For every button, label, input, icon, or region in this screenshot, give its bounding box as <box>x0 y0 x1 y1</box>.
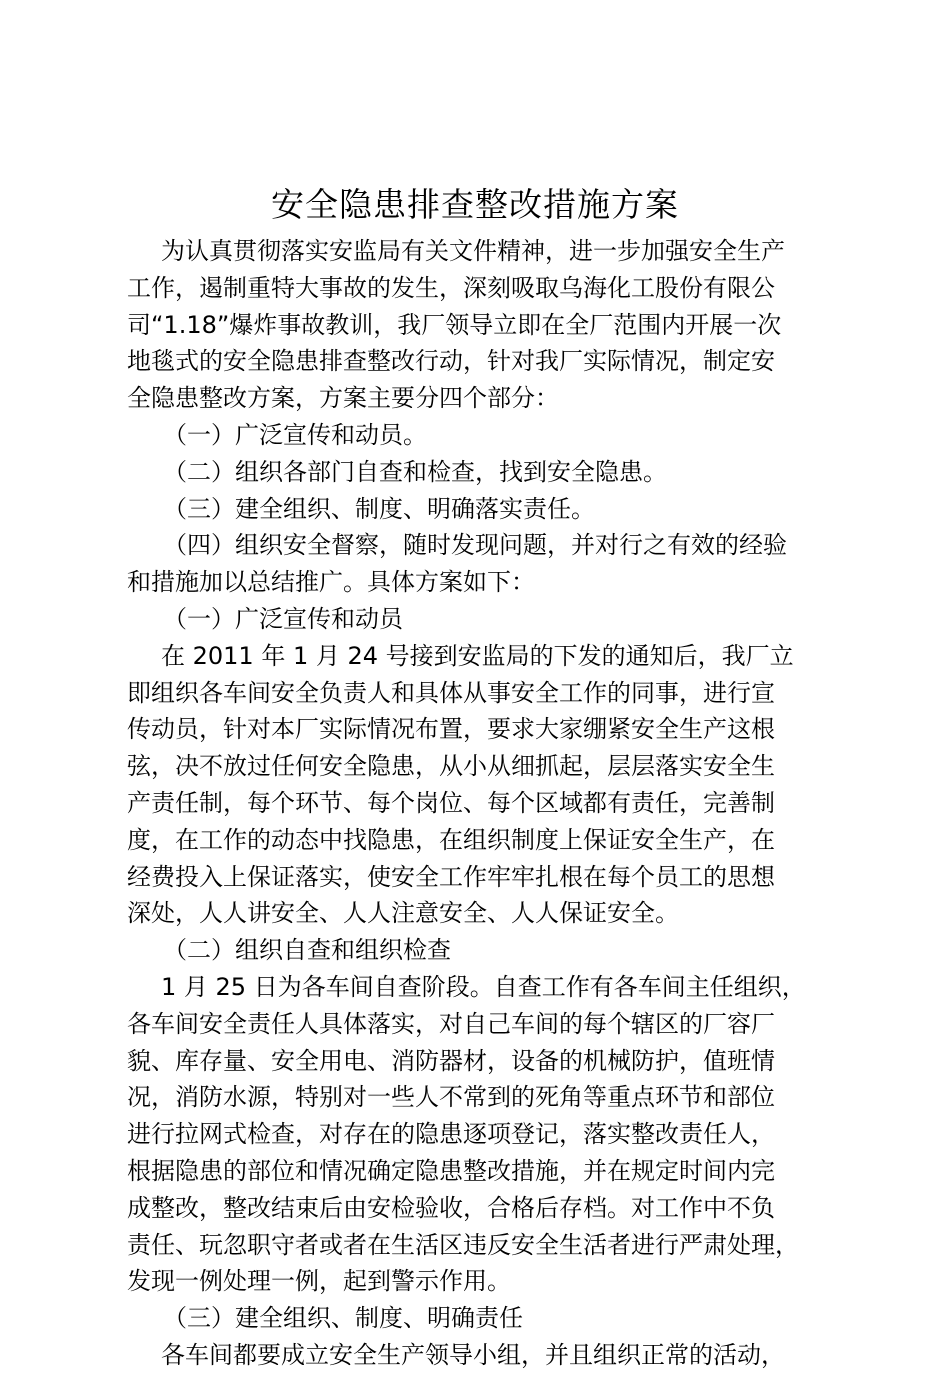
body-line: 1 月 25 日为各车间自查阶段。自查工作有各车间主任组织， <box>161 972 806 1001</box>
body-line: 经费投入上保证落实，使安全工作牢牢扎根在每个员工的思想 <box>127 862 775 891</box>
body-line: 貌、库存量、安全用电、消防器材，设备的机械防护，值班情 <box>127 1046 775 1075</box>
body-line: 况，消防水源，特别对一些人不常到的死角等重点环节和部位 <box>127 1083 775 1112</box>
document-body <box>127 233 843 1374</box>
body-line: （三）建全组织、制度、明确落实责任。 <box>163 494 595 523</box>
body-line: 度，在工作的动态中找隐患，在组织制度上保证安全生产，在 <box>127 825 775 854</box>
body-line: 发现一例处理一例，起到警示作用。 <box>127 1267 511 1296</box>
body-line: 地毯式的安全隐患排查整改行动，针对我厂实际情况，制定安 <box>127 347 775 376</box>
body-line: 各车间都要成立安全生产领导小组，并且组织正常的活动， <box>161 1340 785 1369</box>
body-line: 和措施加以总结推广。具体方案如下： <box>127 568 535 597</box>
body-line: 传动员，针对本厂实际情况布置，要求大家绷紧安全生产这根 <box>127 715 775 744</box>
body-line: （四）组织安全督察，随时发现问题，并对行之有效的经验 <box>163 531 787 560</box>
body-line: 即组织各车间安全负责人和具体从事安全工作的同事，进行宣 <box>127 678 775 707</box>
body-line: 司“1.18”爆炸事故教训，我厂领导立即在全厂范围内开展一次 <box>127 310 782 339</box>
body-line: 责任、玩忽职守者或者在生活区违反安全生活者进行严肃处理， <box>127 1230 799 1259</box>
document-title: 安全隐患排查整改措施方案 <box>271 185 679 224</box>
body-line: 成整改，整改结束后由安检验收，合格后存档。对工作中不负 <box>127 1193 775 1222</box>
body-line: 工作，遏制重特大事故的发生，深刻吸取乌海化工股份有限公 <box>127 273 775 302</box>
body-line: （二）组织各部门自查和检查，找到安全隐患。 <box>163 457 667 486</box>
body-line: 根据隐患的部位和情况确定隐患整改措施，并在规定时间内完 <box>127 1156 775 1185</box>
body-line: 弦，决不放过任何安全隐患，从小从细抓起，层层落实安全生 <box>127 752 775 781</box>
body-line: （一）广泛宣传和动员。 <box>163 420 427 449</box>
body-line: 产责任制，每个环节、每个岗位、每个区域都有责任，完善制 <box>127 788 775 817</box>
body-line: （二）组织自查和组织检查 <box>163 936 451 965</box>
body-line: 进行拉网式检查，对存在的隐患逐项登记，落实整改责任人， <box>127 1120 775 1149</box>
body-line: 为认真贯彻落实安监局有关文件精神，进一步加强安全生产 <box>161 237 785 265</box>
body-line: 全隐患整改方案，方案主要分四个部分： <box>127 384 559 413</box>
body-line: 各车间安全责任人具体落实，对自己车间的每个辖区的厂容厂 <box>127 1009 775 1038</box>
body-line: （一）广泛宣传和动员 <box>163 604 403 633</box>
body-line: 在 2011 年 1 月 24 号接到安监局的下发的通知后，我厂立 <box>161 641 794 670</box>
body-line: 深处，人人讲安全、人人注意安全、人人保证安全。 <box>127 899 679 928</box>
body-line: （三）建全组织、制度、明确责任 <box>163 1304 523 1333</box>
